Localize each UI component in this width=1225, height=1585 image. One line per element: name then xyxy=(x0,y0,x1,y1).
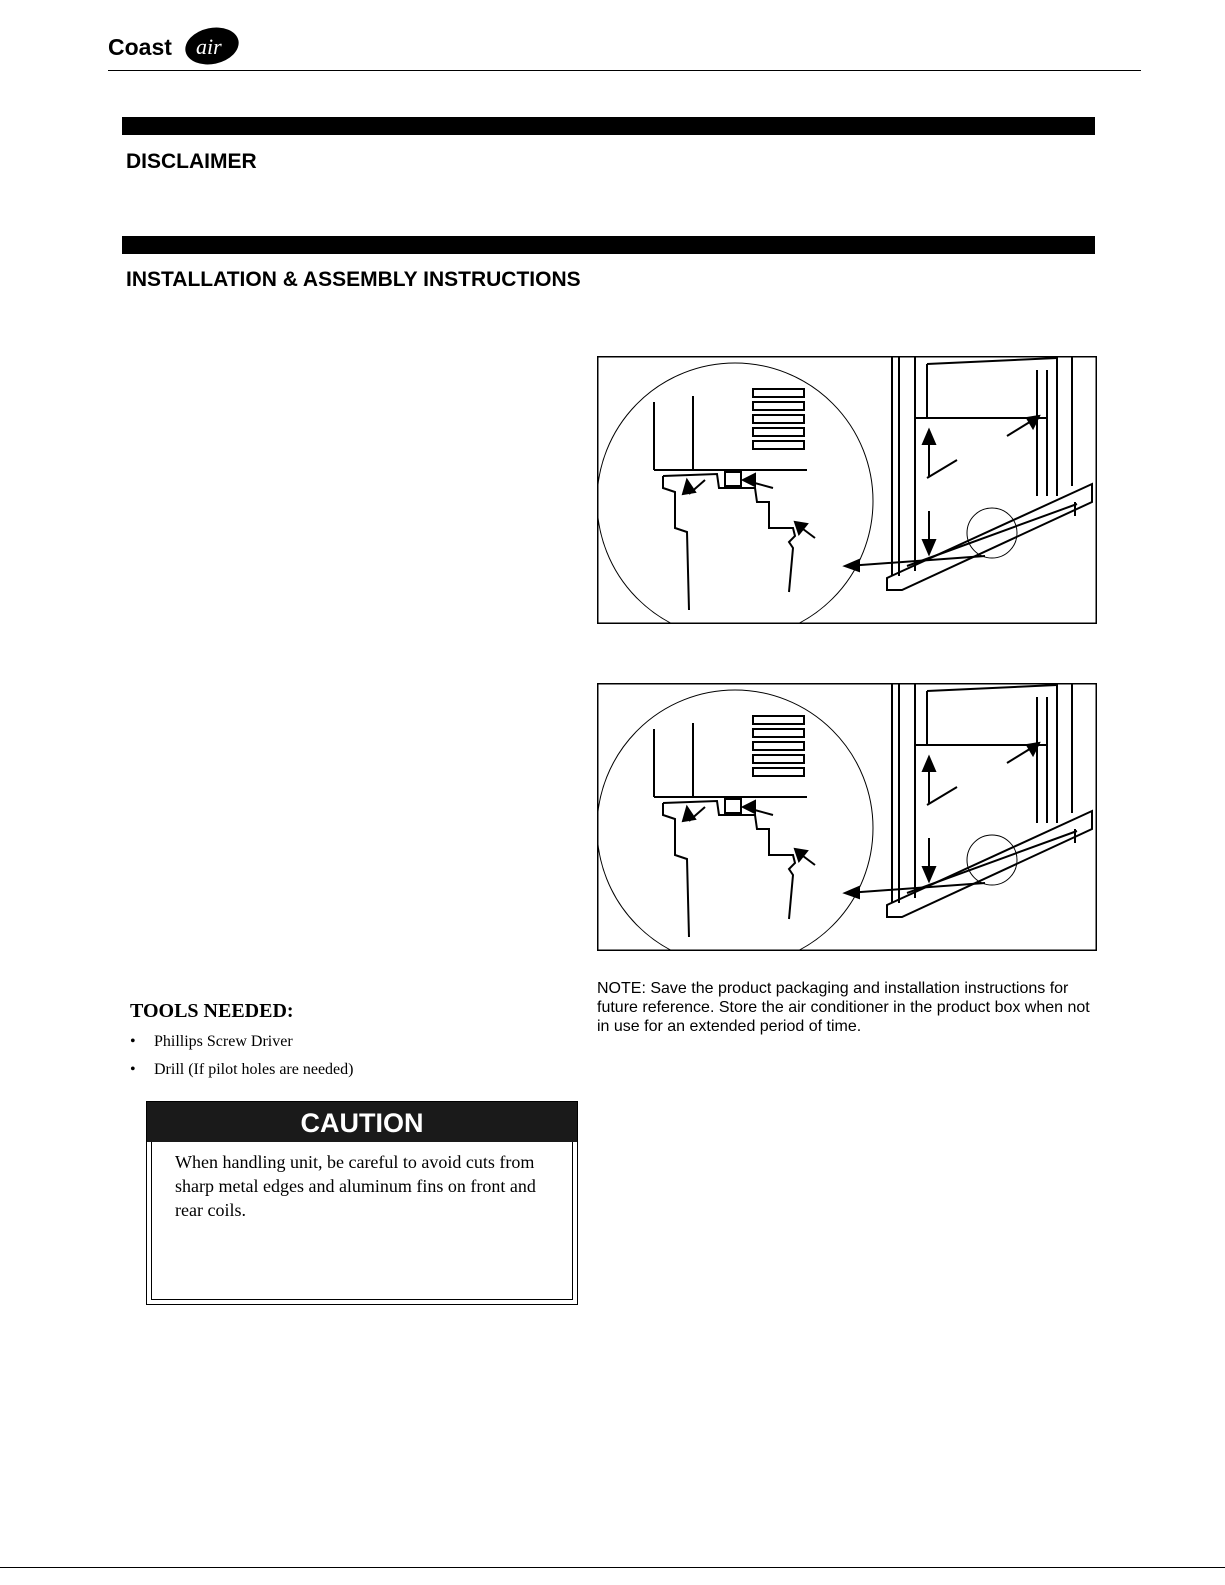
logo-word-coast: Coast xyxy=(108,34,172,60)
list-item xyxy=(130,1031,353,1059)
window-installation-figure-2 xyxy=(597,683,1097,951)
logo-word-air: air xyxy=(196,34,222,59)
tool-item-label: Drill (If pilot holes are needed) xyxy=(154,1061,354,1078)
installation-heading: INSTALLATION & ASSEMBLY INSTRUCTIONS xyxy=(126,268,581,291)
tools-needed-heading: TOOLS NEEDED: xyxy=(130,1000,294,1022)
list-item xyxy=(130,1059,353,1087)
tools-list xyxy=(130,1031,353,1087)
bullet-icon: • xyxy=(130,1061,136,1078)
window-installation-figure-1 xyxy=(597,356,1097,624)
storage-note: NOTE: Save the product packaging and installation instructions for future reference. Store the air conditioner in the product box when not in use for an extended period of time. xyxy=(597,980,1090,1035)
installation-bar xyxy=(122,236,1095,254)
bullet-icon: • xyxy=(130,1033,136,1050)
caution-text: When handling unit, be careful to avoid cuts from sharp metal edges and aluminum fins on front and rear coils. xyxy=(175,1152,536,1220)
coastair-logo xyxy=(108,22,248,68)
header-divider xyxy=(108,70,1141,71)
caution-heading: CAUTION xyxy=(147,1102,577,1142)
window-sill-diagram-icon xyxy=(597,683,1097,951)
tool-item-label: Phillips Screw Driver xyxy=(154,1033,293,1050)
disclaimer-heading: DISCLAIMER xyxy=(126,150,257,173)
window-sill-diagram-icon xyxy=(597,356,1097,624)
disclaimer-bar xyxy=(122,117,1095,135)
footer-divider xyxy=(0,1567,1225,1568)
